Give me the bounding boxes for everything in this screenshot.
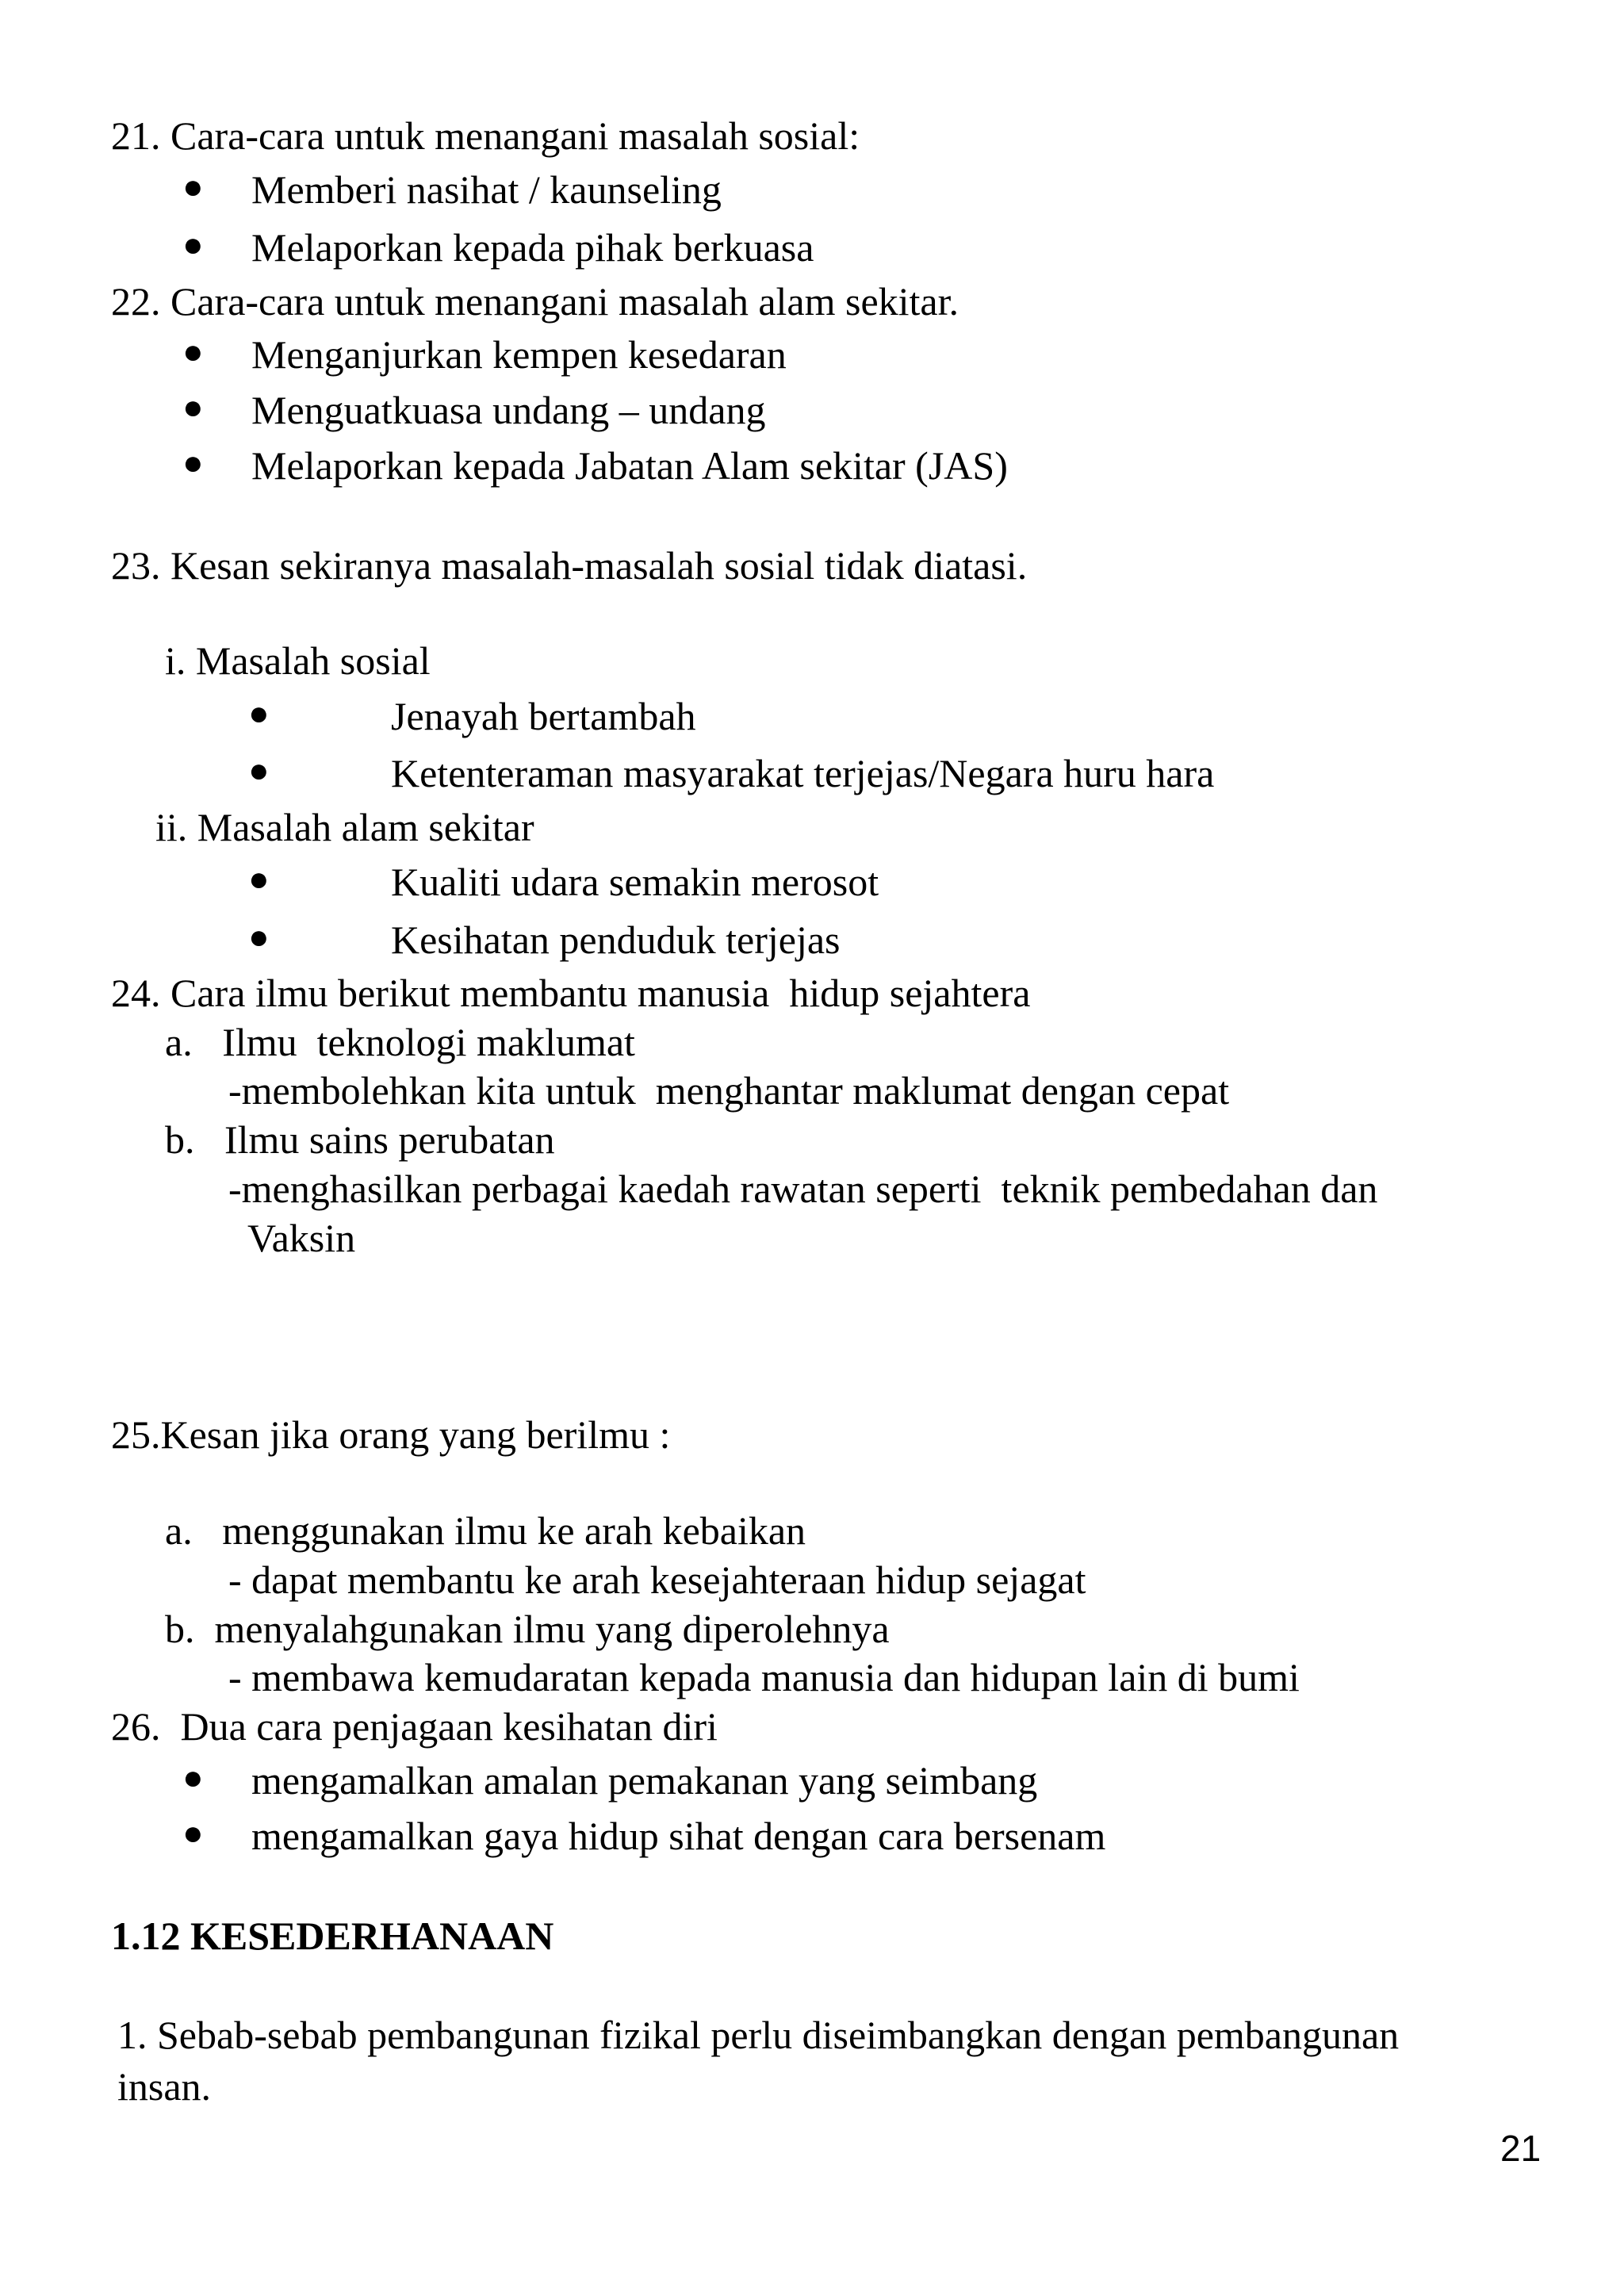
bullet-icon: ● <box>182 167 204 206</box>
bullet-icon: ● <box>248 694 270 733</box>
q25-title: 25.Kesan jika orang yang berilmu : <box>111 1412 671 1457</box>
q21-item-1: Memberi nasihat / kaunseling <box>251 167 722 212</box>
q26-title: 26. Dua cara penjagaan kesihatan diri <box>111 1704 718 1749</box>
q23-title: 23. Kesan sekiranya masalah-masalah sosial tidak diatasi. <box>111 543 1028 588</box>
q25-a-text: - dapat membantu ke arah kesejahteraan hidup sejagat <box>228 1557 1086 1602</box>
q23-sub1-item-2: Ketenteraman masyarakat terjejas/Negara huru hara <box>391 751 1215 795</box>
q21-item-2: Melaporkan kepada pihak berkuasa <box>251 225 814 270</box>
section-q1-line-1: 1. Sebab-sebab pembangunan fizikal perlu diseimbangkan dengan pembangunan <box>117 2013 1400 2057</box>
q22-title: 22. Cara-cara untuk menangani masalah alam sekitar. <box>111 279 959 324</box>
q24-title: 24. Cara ilmu berikut membantu manusia hidup sejahtera <box>111 971 1031 1015</box>
bullet-icon: ● <box>248 918 270 956</box>
q22-item-2: Menguatkuasa undang – undang <box>251 388 766 432</box>
q25-b-label: b. menyalahgunakan ilmu yang diperolehnya <box>165 1607 890 1651</box>
q26-item-1: mengamalkan amalan pemakanan yang seimbang <box>251 1758 1038 1803</box>
bullet-icon: ● <box>182 388 204 427</box>
q23-sub2-label: ii. Masalah alam sekitar <box>155 805 534 849</box>
q25-b-text: - membawa kemudaratan kepada manusia dan hidupan lain di bumi <box>228 1655 1300 1699</box>
q23-sub2-item-2: Kesihatan penduduk terjejas <box>391 918 841 962</box>
q23-sub2-item-1: Kualiti udara semakin merosot <box>391 860 879 904</box>
q23-sub1-item-1: Jenayah bertambah <box>391 694 696 738</box>
bullet-icon: ● <box>182 1814 204 1852</box>
q24-b-text-1: -menghasilkan perbagai kaedah rawatan seperti teknik pembedahan dan <box>228 1167 1378 1211</box>
bullet-icon: ● <box>182 225 204 264</box>
q21-title: 21. Cara-cara untuk menangani masalah sosial: <box>111 113 860 158</box>
bullet-icon: ● <box>248 751 270 790</box>
bullet-icon: ● <box>182 443 204 482</box>
q25-a-label: a. menggunakan ilmu ke arah kebaikan <box>165 1508 806 1553</box>
bullet-icon: ● <box>248 860 270 898</box>
q22-item-3: Melaporkan kepada Jabatan Alam sekitar (JAS) <box>251 443 1008 488</box>
bullet-icon: ● <box>182 1758 204 1797</box>
q24-b-text-2: Vaksin <box>247 1216 356 1260</box>
q24-b-label: b. Ilmu sains perubatan <box>165 1117 555 1162</box>
q24-a-text: -membolehkan kita untuk menghantar maklumat dengan cepat <box>228 1068 1230 1113</box>
section-heading: 1.12 KESEDERHANAAN <box>111 1914 554 1958</box>
section-q1-line-2: insan. <box>117 2064 212 2109</box>
bullet-icon: ● <box>182 332 204 371</box>
page-number: 21 <box>1500 2128 1542 2169</box>
q24-a-label: a. Ilmu teknologi maklumat <box>165 1020 635 1064</box>
q22-item-1: Menganjurkan kempen kesedaran <box>251 332 787 377</box>
q23-sub1-label: i. Masalah sosial <box>165 638 431 683</box>
q26-item-2: mengamalkan gaya hidup sihat dengan cara bersenam <box>251 1814 1106 1858</box>
